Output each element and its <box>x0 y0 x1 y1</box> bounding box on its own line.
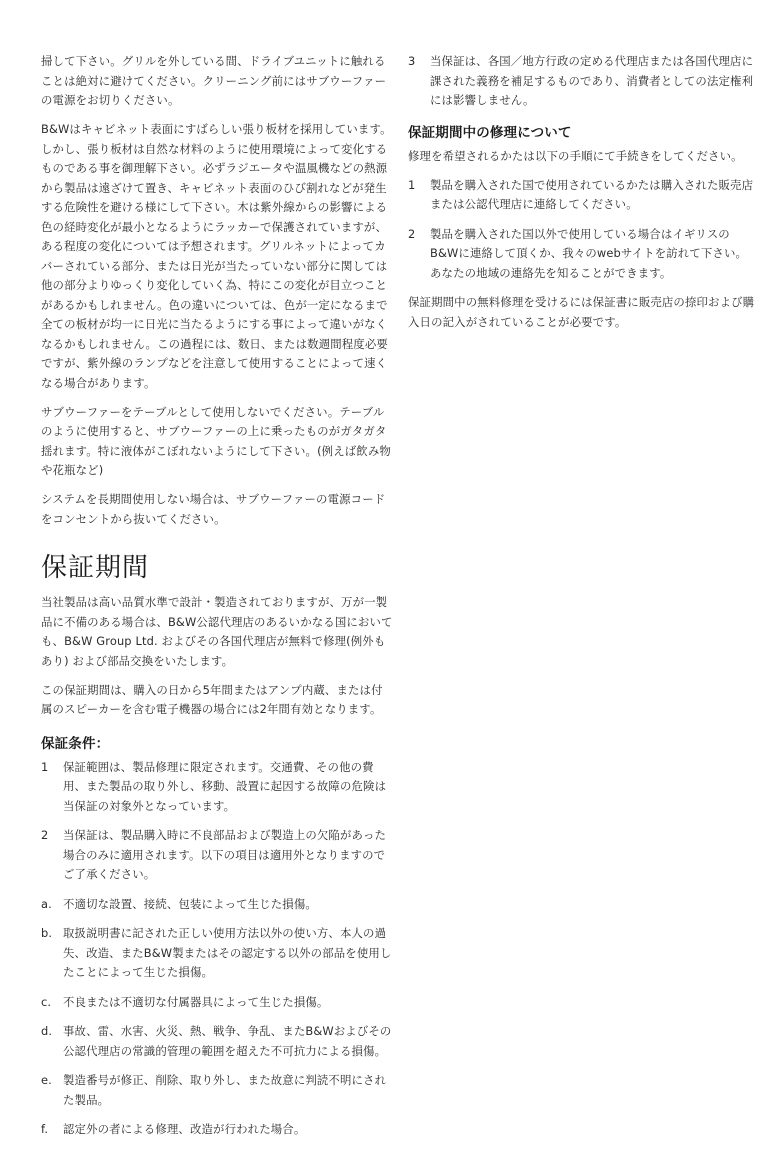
warranty-paragraph-period: この保証期間は、購入の日から5年間またはアンプ内蔵、または付属のスピーカーを含む電子機器の場合には2年間有効となります。 <box>41 682 383 716</box>
item-marker: 3 <box>408 54 416 68</box>
repair-step <box>408 176 758 215</box>
condition-item <box>41 826 393 885</box>
condition-item <box>41 1120 393 1140</box>
item-marker: c. <box>41 994 52 1009</box>
care-paragraph-veneer: B&Wはキャビネット表面にすばらしい張り板材を採用しています。しかし、張り板材は自然な材料のように使用環境によって変化するものである事を御理解下さい。必ずラジエータや温風機などの熱源から製品は遠ざけて置き、キャビネット表面のひび割れなどが発生する危険性を避ける様にして下さい。木は紫外線からの影響による色の経時変化が最小となるようにラッカーで保護されていますが、ある程度の変化については予想されます。グリルネットによってカバーされている部分、または日光が当たっていない部分に関しては他の部分よりゆっくり変化していく為、特にこの変化が目立つことがあるかもしれません。色の違いについては、色が一定になるまで全ての板材が均一に日光に当たるようにする事によって違いがなくなるかもしれません。この過程には、数日、または数週間程度必要ですが、紫外線のランプなどを注意して使用することによって速くなる場合があります。 <box>41 122 392 390</box>
repair-note: 保証期間中の無料修理を受けるには保証書に販売店の捺印および購入日の記入がされていることが必要です。 <box>408 295 755 329</box>
item-marker: 1 <box>408 177 416 192</box>
item-text: 製品を購入された国で使用されているかたは購入された販売店または公認代理店に連絡してください。 <box>430 177 754 211</box>
item-marker: 2 <box>41 828 49 842</box>
item-text: 不適切な設置、接続、包装によって生じた損傷。 <box>63 896 317 911</box>
condition-item <box>408 52 758 111</box>
care-paragraph-table-use: サブウーファーをテーブルとして使用しないでください。テーブルのように使用すると、サブウーファーの上に乗ったものがガタガタ揺れます。特に液体がこぼれないようにして下さい。(例えば飲み物や花瓶など) <box>41 404 391 477</box>
item-text: 製造番号が修正、削除、取り外し、また故意に判読不明にされた製品。 <box>63 1073 387 1107</box>
right-column <box>408 52 758 342</box>
item-text: 取扱説明書に記された正しい使用方法以外の使い方、本人の過失、改造、またB&W製またはその認定する以外の部品を使用したことによって生じた損傷。 <box>63 926 392 979</box>
condition-item <box>41 758 393 817</box>
item-text: 認定外の者による修理、改造が行われた場合。 <box>63 1122 306 1136</box>
condition-item <box>41 1022 393 1061</box>
conditions-heading: 保証条件： <box>41 735 110 752</box>
item-text: 保証範囲は、製品修理に限定されます。交通費、その他の費用、また製品の取り外し、移動、設置に起因する故障の危険は当保証の対象外となっています。 <box>63 759 387 813</box>
condition-item <box>41 993 393 1013</box>
item-marker: 2 <box>408 226 416 241</box>
item-text: 製品を購入された国以外で使用している場合はイギリスのB&Wに連絡して頂くか、我々のwebサイトを訪れて下さい。あなたの地域の連絡先を知ることができます。 <box>430 226 748 280</box>
condition-item <box>41 1071 393 1110</box>
item-marker: e. <box>41 1073 52 1087</box>
condition-item <box>41 895 393 915</box>
item-text: 当保証は、各国／地方行政の定める代理店または各国代理店に課された義務を補足するものであり、消費者としての法定権利には影響しません。 <box>430 54 754 107</box>
care-paragraph-grille: 掃して下さい。グリルを外している間、ドライブユニットに触れることは絶対に避けてください。クリーニング前にはサブウーファーの電源をお切りください。 <box>41 54 387 107</box>
item-marker: a. <box>41 896 52 911</box>
warranty-paragraph-coverage: 当社製品は高い品質水準で設計・製造されておりますが、万が一製品に不備のある場合は、B&W公認代理店のあるいかなる国においても、B&W Group Ltd. およびその各国代理店が無料で修理(例外もあり) および部品交換をいたします。 <box>41 595 393 668</box>
care-paragraph-power-cord: システムを長期間使用しない場合は、サブウーファーの電源コードをコンセントから抜いてください。 <box>41 492 386 526</box>
repair-step <box>408 225 758 284</box>
item-marker: 1 <box>41 759 49 774</box>
warranty-section-title: 保証期間 <box>41 553 150 583</box>
item-text: 当保証は、製品購入時に不良部品および製造上の欠陥があった場合のみに適用されます。以下の項目は適用外となりますのでご了承ください。 <box>63 828 387 881</box>
item-text: 不良または不適切な付属器具によって生じた損傷。 <box>63 994 329 1009</box>
repair-intro: 修理を希望されるかたは以下の手順にて手続きをしてください。 <box>408 148 743 163</box>
item-marker: f. <box>41 1122 49 1136</box>
item-marker: d. <box>41 1024 53 1038</box>
repair-heading: 保証期間中の修理について <box>408 124 572 141</box>
item-marker: b. <box>41 926 53 940</box>
condition-item <box>41 924 393 983</box>
item-text: 事故、雷、水害、火災、熱、戦争、争乱、またB&Wおよびその公認代理店の常識的管理の範囲を超えた不可抗力による損傷。 <box>63 1024 392 1058</box>
left-column <box>41 52 393 1150</box>
